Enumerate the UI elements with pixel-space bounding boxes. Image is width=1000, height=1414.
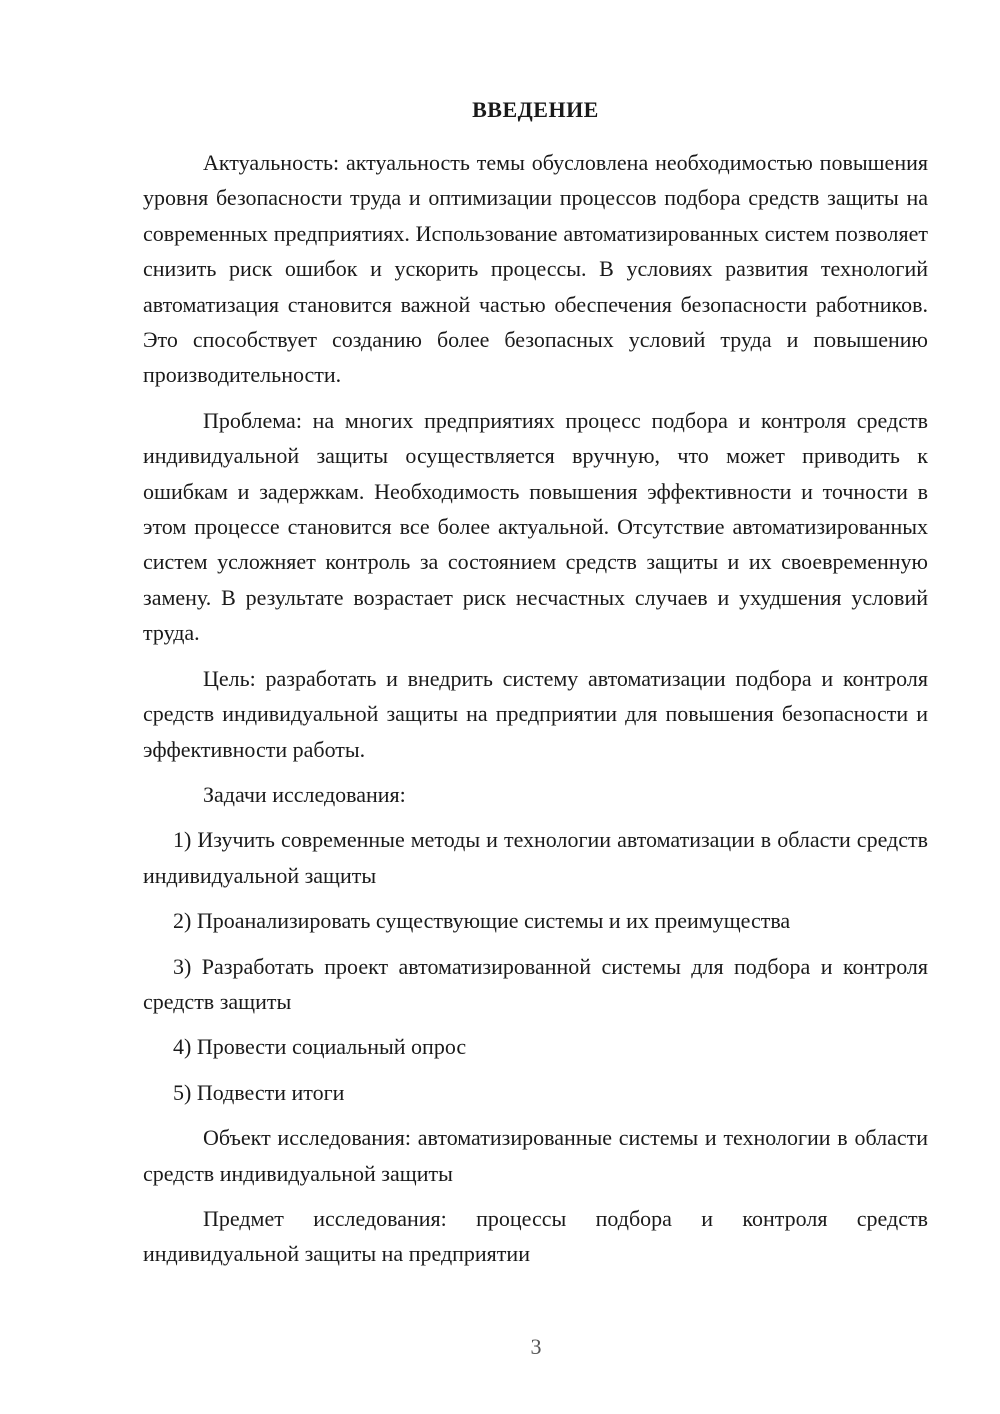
- paragraph-problem: Проблема: на многих предприятиях процесс подбора и контроля средств индивидуальной защиты осуществляется вручную, что может приводить к ошибкам и задержкам. Необходимость повышения эффективности и точности в этом процессе становится все более актуальной. Отсутствие автоматизированных систем усложняет контроль за состоянием средств защиты и их своевременную замену. В результате возрастает риск несчастных случаев и ухудшения условий труда.: [143, 407, 928, 646]
- paragraph-relevance: Актуальность: актуальность темы обусловлена необходимостью повышения уровня безопасности труда и оптимизации процессов подбора средств защиты на современных предприятиях. Использование автоматизированных систем позволяет снизить риск ошибок и ускорить процессы. В условиях развития технологий автоматизация становится важной частью обеспечения безопасности работников. Это способствует созданию более безопасных условий труда и повышению производительности.: [143, 150, 928, 388]
- tasks-heading: Задачи исследования:: [203, 781, 406, 807]
- list-item: 5) Подвести итоги: [173, 1079, 345, 1105]
- list-item: 4) Провести социальный опрос: [173, 1034, 467, 1060]
- page-content: [143, 92, 928, 1272]
- list-item: 3) Разработать проект автоматизированной системы для подбора и контроля средств защиты: [143, 953, 928, 1014]
- paragraph-subject: Предмет исследования: процессы подбора и контроля средств индивидуальной защиты на предприятии: [143, 1205, 928, 1267]
- paragraph-object: Объект исследования: автоматизированные системы и технологии в области средств индивидуальной защиты: [143, 1125, 928, 1186]
- section-title: ВВЕДЕНИЕ: [472, 97, 599, 122]
- list-item: 2) Проанализировать существующие системы и их преимущества: [173, 908, 791, 934]
- tasks-list: [143, 822, 928, 1110]
- page-number: 3: [530, 1334, 542, 1359]
- paragraph-goal: Цель: разработать и внедрить систему автоматизации подбора и контроля средств индивидуальной защиты на предприятии для повышения безопасности и эффективности работы.: [143, 665, 928, 762]
- list-item: 1) Изучить современные методы и технологии автоматизации в области средств индивидуальной защиты: [143, 827, 928, 888]
